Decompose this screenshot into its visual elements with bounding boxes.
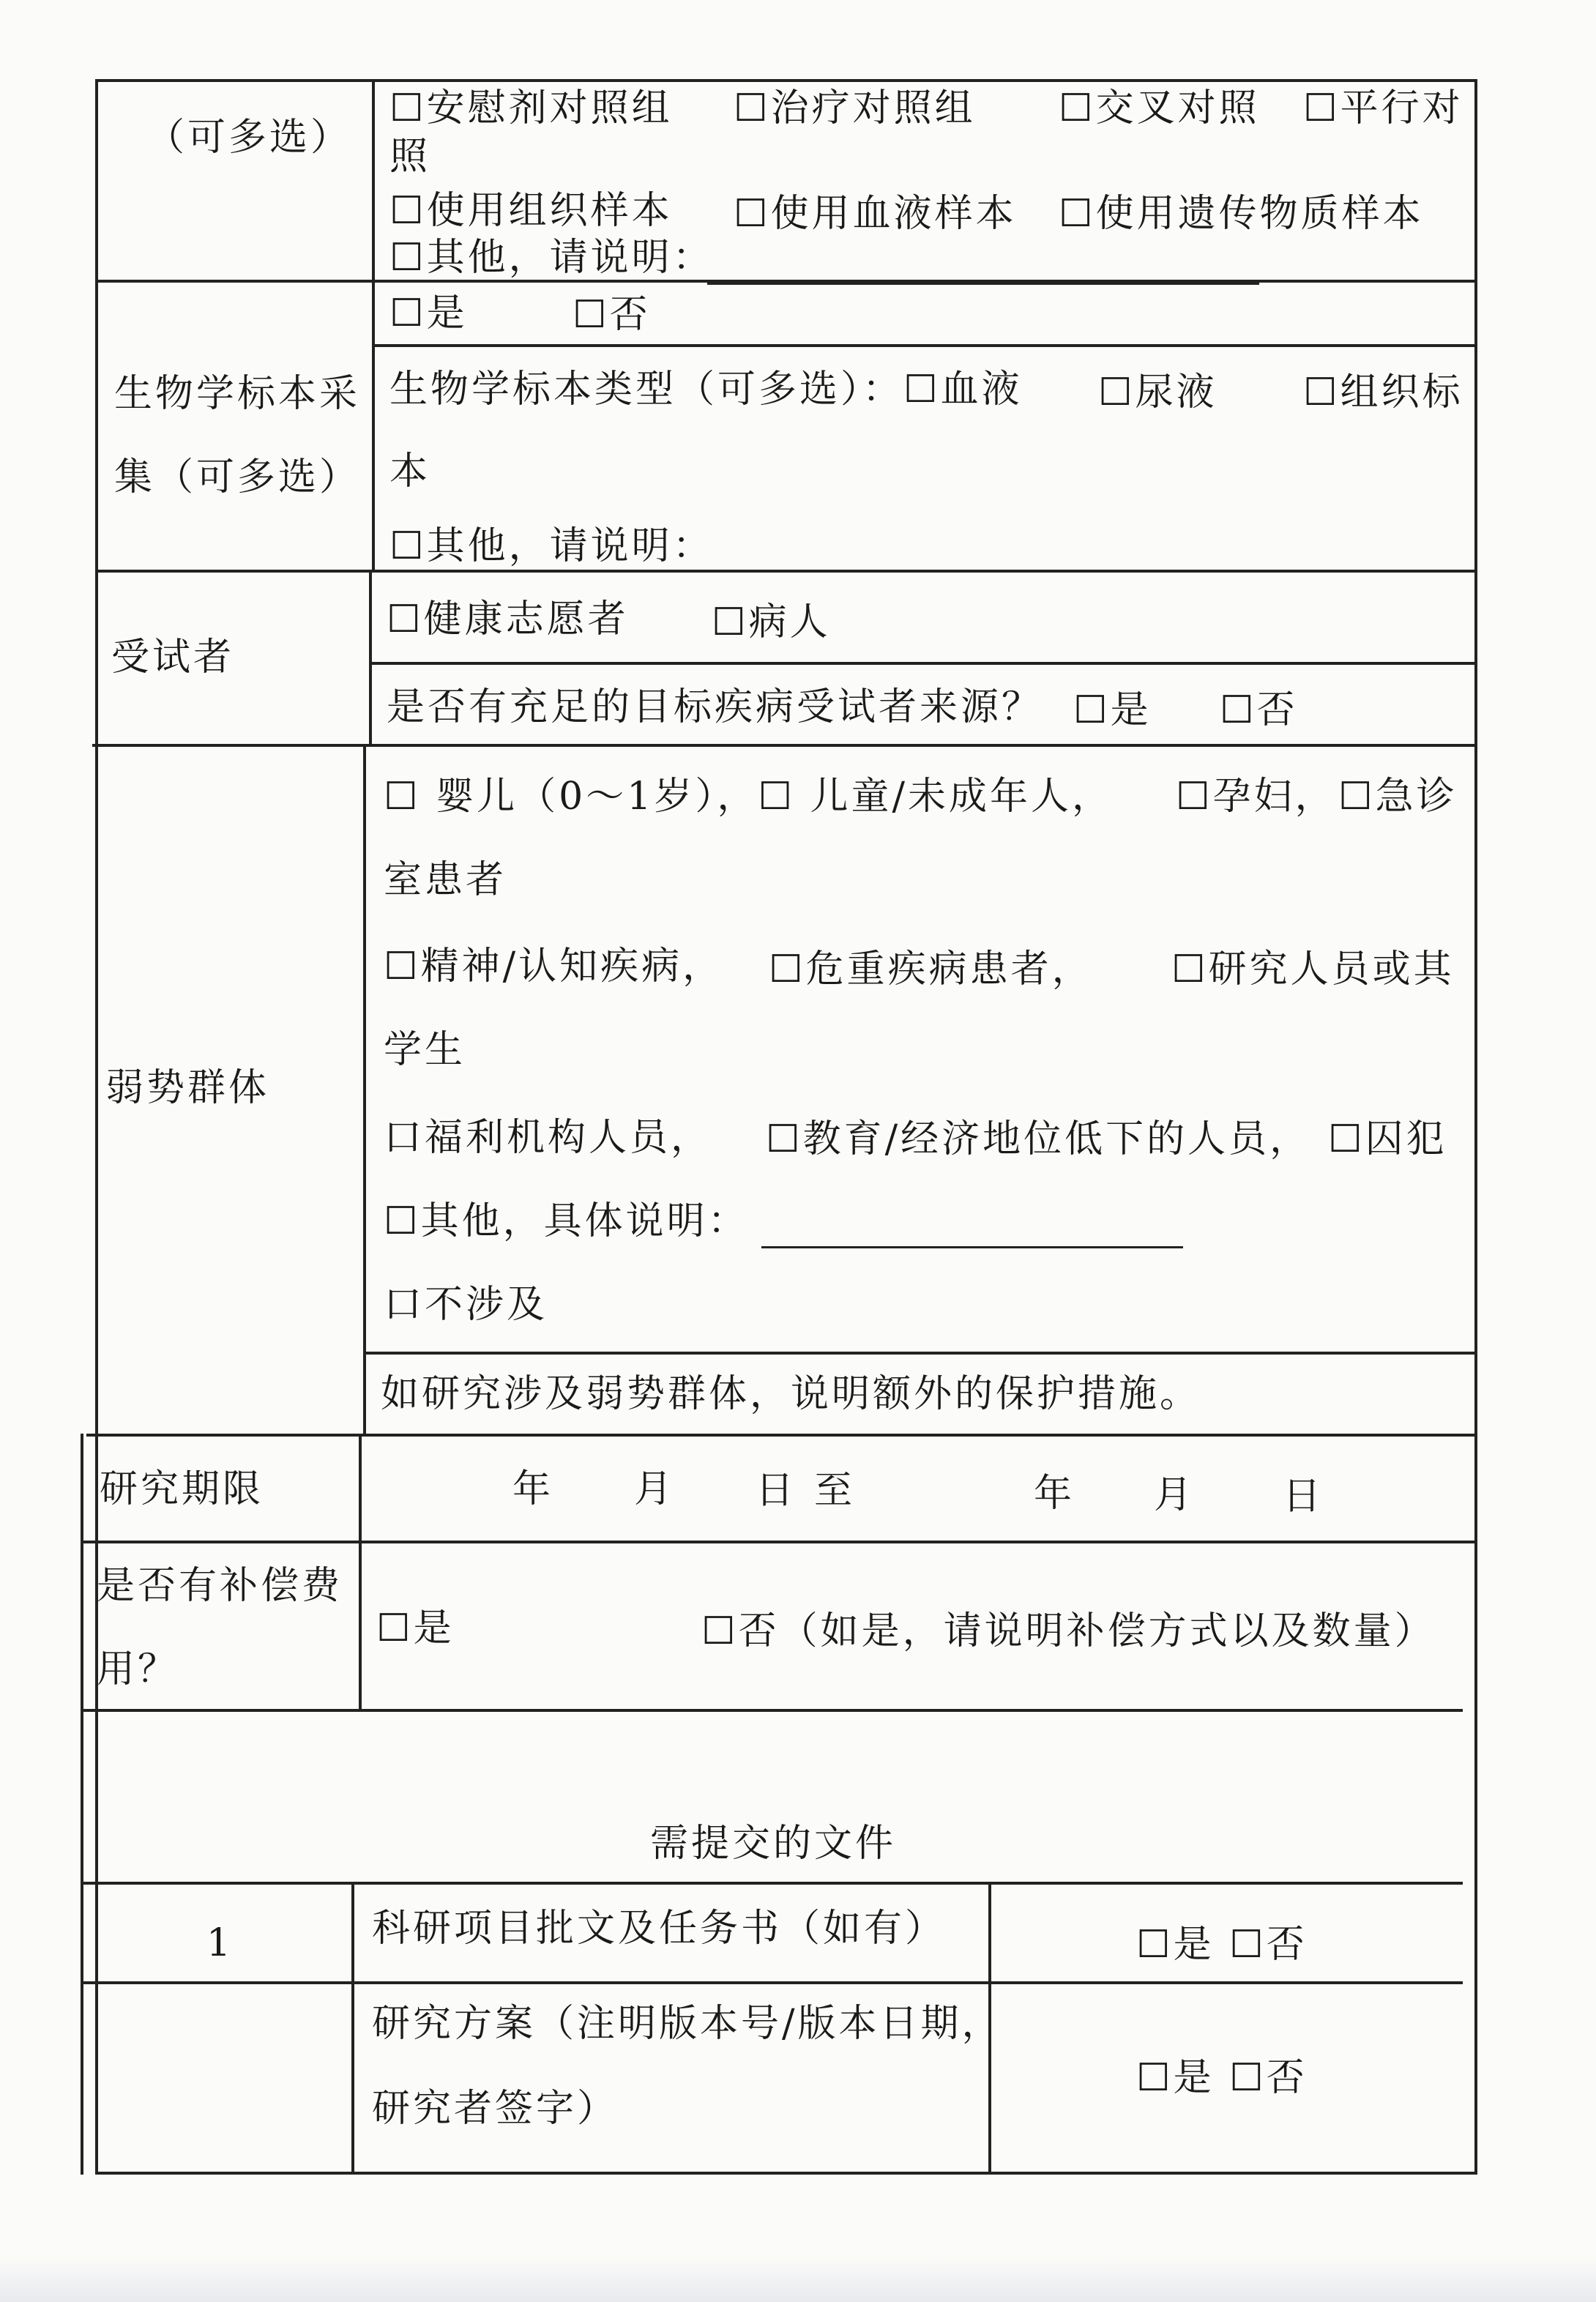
placebo-checkbox[interactable]: ☐安慰剂对照组 (389, 86, 673, 130)
period-label: 研究期限 (100, 1467, 264, 1511)
vulnerable-label: 弱势群体 (105, 1066, 270, 1110)
genetic-sample-checkbox[interactable]: ☐使用遗传物质样本 (1059, 192, 1424, 236)
period-end-month: 月 (1154, 1473, 1196, 1517)
not-involved-checkbox[interactable]: 口不涉及 (384, 1283, 548, 1327)
parallel-checkbox[interactable]: ☐平行对 (1303, 86, 1463, 130)
col-divider-label-period (359, 1434, 362, 1712)
mental-checkbox[interactable]: ☐精神/认知疾病， (384, 945, 724, 988)
specimen-other-underline[interactable] (707, 570, 1256, 572)
period-start-day: 日 (756, 1469, 797, 1513)
emergency-checkbox[interactable]: ☐急诊 (1338, 775, 1458, 819)
tissue-sample-checkbox[interactable]: ☐使用组织样本 (389, 189, 673, 233)
cross-checkbox[interactable]: ☐交叉对照 (1059, 86, 1260, 130)
biospecimen-yes-checkbox[interactable]: ☐是 (389, 291, 468, 335)
col-divider-label (372, 79, 375, 570)
doc-2-options[interactable]: ☐是 ☐否 (1136, 2056, 1308, 2100)
healthy-volunteer-checkbox[interactable]: ☐健康志愿者 (387, 597, 629, 641)
row-divider-vulnerable-inner (363, 1352, 1477, 1355)
blood-sample-checkbox[interactable]: ☐使用血液样本 (734, 192, 1017, 236)
subject-source-question: 是否有充足的目标疾病受试者来源？ (387, 685, 1043, 729)
emergency-checkbox-wrap: 室患者 (384, 858, 507, 902)
parallel-checkbox-wrap: 照 (389, 135, 431, 179)
researcher-checkbox[interactable]: ☐研究人员或其 (1171, 947, 1455, 991)
pregnant-checkbox[interactable]: ☐孕妇， (1176, 775, 1336, 819)
col-divider-label-subjects (369, 570, 372, 744)
row-divider-subjects-inner (369, 662, 1477, 665)
row-divider-compensation-bottom (81, 1709, 1463, 1712)
compensation-label-1: 是否有补偿费 (97, 1564, 343, 1608)
doc-1-name: 科研项目批文及任务书（如有） (372, 1907, 947, 1951)
compensation-label-2: 用？ (97, 1647, 179, 1691)
treatment-checkbox[interactable]: ☐治疗对照组 (734, 86, 976, 130)
vulnerable-other-underline[interactable] (761, 1246, 1183, 1248)
critical-checkbox[interactable]: ☐危重疾病患者， (769, 947, 1093, 991)
design-label: （可多选） (146, 116, 352, 160)
infant-child-checkboxes[interactable]: ☐ 婴儿（0～1岁），☐ 儿童/未成年人， (384, 775, 1113, 819)
row-divider-doc1-bottom (81, 1981, 1463, 1984)
doc-2-name-line1: 研究方案（注明版本号/版本日期， (372, 2002, 1003, 2046)
compensation-no-checkbox[interactable]: ☐否（如是，请说明补偿方式以及数量） (701, 1609, 1436, 1653)
biospecimen-label-1: 生物学标本采 (114, 372, 361, 416)
doc-2-name-line2: 研究者签字） (372, 2087, 619, 2131)
welfare-checkbox[interactable]: 口福利机构人员， (384, 1116, 712, 1160)
specimen-other-checkbox[interactable]: ☐其他，请说明： (389, 524, 714, 568)
compensation-yes-checkbox[interactable]: ☐是 (376, 1606, 455, 1650)
row-divider-subjects-bottom (92, 744, 1477, 747)
prisoner-checkbox[interactable]: ☐囚犯 (1328, 1117, 1447, 1161)
education-checkbox[interactable]: ☐教育/经济地位低下的人员， (766, 1117, 1311, 1161)
specimen-type-blood[interactable]: 生物学标本类型（可多选）：☐血液 (389, 368, 1023, 411)
vulnerable-other-checkbox[interactable]: ☐其他，具体说明： (384, 1199, 749, 1243)
specimen-type-tissue[interactable]: ☐组织标 (1303, 370, 1463, 414)
design-other-checkbox[interactable]: ☐其他，请说明： (389, 236, 714, 280)
specimen-type-urine[interactable]: ☐尿液 (1098, 370, 1217, 414)
period-end-year: 年 (1034, 1472, 1075, 1516)
biospecimen-label-2: 集（可多选） (114, 455, 361, 499)
period-end-day: 日 (1283, 1475, 1324, 1519)
row-divider-vulnerable-bottom (86, 1434, 1477, 1437)
specimen-type-tissue-wrap: 本 (389, 450, 431, 493)
col-divider-doc-index (351, 1882, 354, 2175)
design-other-underline[interactable] (707, 283, 1259, 285)
subjects-label: 受试者 (111, 636, 235, 679)
patient-checkbox[interactable]: ☐病人 (712, 600, 831, 644)
documents-section-title: 需提交的文件 (650, 1822, 897, 1866)
researcher-checkbox-wrap: 学生 (384, 1028, 466, 1072)
row-divider-section-bottom (81, 1882, 1463, 1885)
biospecimen-no-checkbox[interactable]: ☐否 (573, 293, 651, 337)
period-start-month: 月 (634, 1467, 676, 1511)
left-border-lower (81, 1434, 83, 2175)
row-divider-biospecimen-yesno (372, 344, 1477, 347)
protection-note: 如研究涉及弱势群体，说明额外的保护措施。 (381, 1372, 1201, 1416)
source-no-checkbox[interactable]: ☐否 (1220, 688, 1298, 732)
page-bottom-shadow (0, 2255, 1596, 2302)
col-divider-label-vulnerable (363, 744, 366, 1434)
period-to: 至 (814, 1469, 856, 1513)
period-start-year: 年 (512, 1467, 554, 1511)
source-yes-checkbox[interactable]: ☐是 (1073, 688, 1152, 732)
doc-1-index: 1 (206, 1921, 234, 1965)
doc-1-options[interactable]: ☐是 ☐否 (1136, 1923, 1308, 1967)
row-divider-period-bottom (83, 1541, 1477, 1543)
